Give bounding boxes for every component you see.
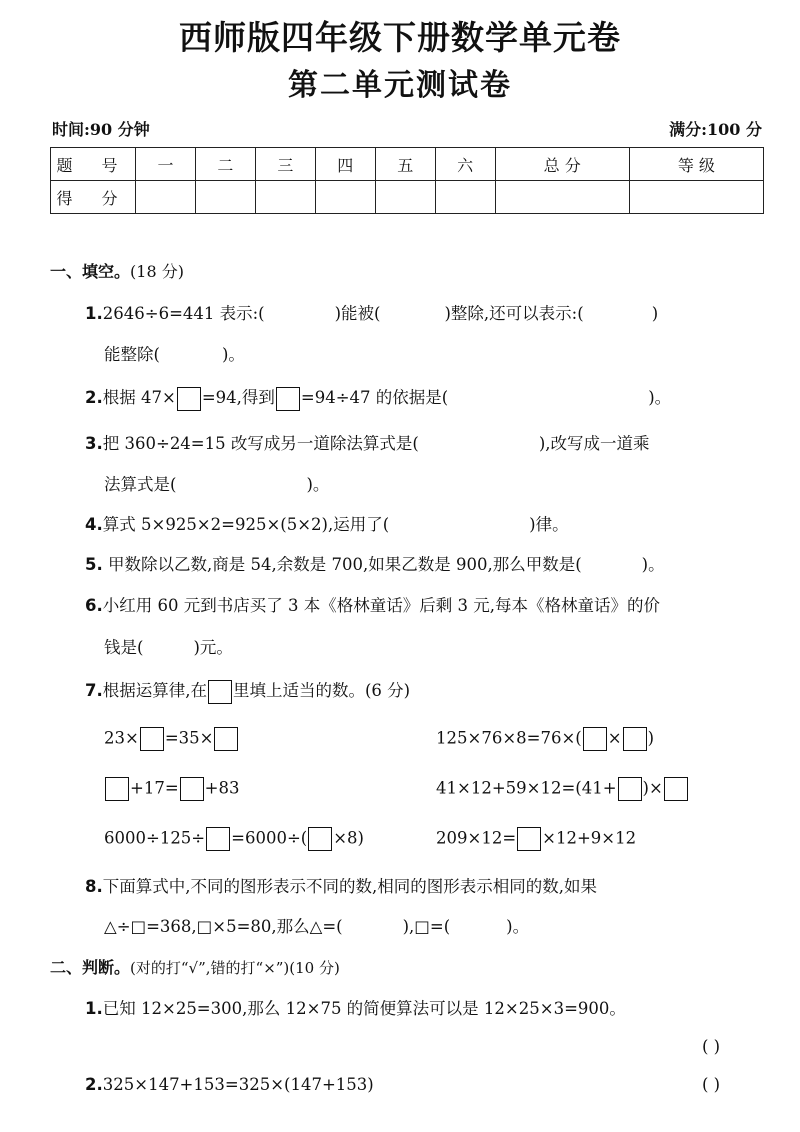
question-2-2 bbox=[85, 1075, 374, 1094]
question-text: +83 bbox=[204, 778, 240, 798]
question-text: =94,得到 bbox=[201, 388, 275, 407]
question-text: 根据运算律,在 bbox=[102, 681, 207, 700]
score-table-cell: 总 分 bbox=[495, 148, 629, 181]
score-input-cell[interactable] bbox=[136, 181, 196, 214]
question-text: 钱是( bbox=[104, 638, 144, 657]
question-text: 能整除( bbox=[104, 345, 160, 364]
question-text: ×12+9×12 bbox=[542, 828, 637, 848]
question-text: 算式 5×925×2=925×(5×2),运用了( bbox=[102, 515, 390, 534]
q7-row3-right bbox=[436, 827, 636, 851]
question-text: )。 bbox=[641, 555, 665, 574]
q7-row2-left bbox=[104, 777, 239, 801]
question-text: )。 bbox=[648, 388, 672, 407]
answer-box[interactable] bbox=[664, 777, 688, 801]
question-text: × bbox=[607, 728, 622, 748]
score-table-cell: 五 bbox=[375, 148, 435, 181]
score-table-cell: 二 bbox=[195, 148, 255, 181]
answer-box[interactable] bbox=[308, 827, 332, 851]
q7-row3-left bbox=[104, 827, 364, 851]
question-text: 小红用 60 元到书店买了 3 本《格林童话》后剩 3 元,每本《格林童话》的价 bbox=[102, 596, 660, 615]
score-input-cell[interactable] bbox=[195, 181, 255, 214]
question-1-8-line2 bbox=[104, 913, 529, 937]
time-limit: 时间:90 分钟 bbox=[52, 120, 150, 139]
question-text: )× bbox=[642, 778, 663, 798]
exam-title: 西师版四年级下册数学单元卷 bbox=[179, 18, 621, 57]
score-input-cell[interactable] bbox=[315, 181, 375, 214]
score-input-cell[interactable] bbox=[255, 181, 315, 214]
question-1-8 bbox=[85, 873, 597, 897]
question-1-4 bbox=[85, 511, 569, 535]
question-text: 根据 47× bbox=[102, 388, 176, 407]
question-1-1 bbox=[85, 300, 658, 324]
question-2-1 bbox=[85, 995, 626, 1019]
section-2-title: 二、判断。 bbox=[50, 958, 131, 977]
score-table-cell: 一 bbox=[136, 148, 196, 181]
question-text: 2646÷6=441 表示:( bbox=[102, 304, 265, 323]
question-number: 8. bbox=[85, 877, 103, 896]
score-table-cell: 三 bbox=[255, 148, 315, 181]
question-text: )。 bbox=[506, 917, 530, 936]
question-number: 7. bbox=[85, 681, 103, 700]
section-1-score: (18 分) bbox=[130, 262, 184, 281]
question-1-1-line2 bbox=[104, 341, 245, 365]
question-text: 325×147+153=325×(147+153) bbox=[102, 1075, 374, 1094]
q7-row1-right bbox=[436, 727, 654, 751]
answer-box[interactable] bbox=[623, 727, 647, 751]
answer-box[interactable] bbox=[105, 777, 129, 801]
judge-answer-paren[interactable]: ( ) bbox=[702, 1075, 721, 1094]
question-text: 6000÷125÷ bbox=[104, 828, 206, 848]
judge-answer-paren[interactable]: ( ) bbox=[702, 1037, 721, 1056]
question-1-3 bbox=[85, 430, 650, 454]
question-text: 把 360÷24=15 改写成另一道除法算式是( bbox=[102, 434, 419, 453]
q7-row2-right bbox=[436, 777, 689, 801]
answer-box[interactable] bbox=[180, 777, 204, 801]
question-text: 209×12= bbox=[436, 828, 517, 848]
question-text: )元。 bbox=[193, 638, 233, 657]
answer-box[interactable] bbox=[206, 827, 230, 851]
section-1-title: 一、填空。 bbox=[50, 262, 131, 281]
section-2-heading bbox=[50, 955, 340, 978]
score-input-cell[interactable] bbox=[435, 181, 495, 214]
score-table-cell: 等 级 bbox=[629, 148, 763, 181]
question-1-6-line2 bbox=[104, 634, 233, 658]
question-number: 2. bbox=[85, 388, 103, 407]
question-number: 2. bbox=[85, 1075, 103, 1094]
answer-box[interactable] bbox=[140, 727, 164, 751]
question-text: 41×12+59×12=(41+ bbox=[436, 778, 617, 798]
question-text: )律。 bbox=[529, 515, 569, 534]
score-table-header-row bbox=[51, 148, 764, 181]
score-table-cell: 六 bbox=[435, 148, 495, 181]
score-table-cell: 四 bbox=[315, 148, 375, 181]
answer-box[interactable] bbox=[177, 387, 201, 411]
question-text: )能被( bbox=[334, 304, 381, 323]
answer-box[interactable] bbox=[618, 777, 642, 801]
question-1-6 bbox=[85, 592, 660, 616]
score-input-cell[interactable] bbox=[629, 181, 763, 214]
question-text: ),改写成一道乘 bbox=[538, 434, 650, 453]
question-text: ) bbox=[651, 304, 659, 323]
section-2-note: (对的打“√”,错的打“×”)(10 分) bbox=[130, 959, 340, 977]
question-text: )。 bbox=[306, 475, 330, 494]
full-score: 满分:100 分 bbox=[669, 120, 762, 139]
question-text: 125×76×8=76×( bbox=[436, 728, 582, 748]
question-text: =6000÷( bbox=[231, 828, 308, 848]
question-text: ) bbox=[647, 728, 654, 748]
question-text: 23× bbox=[104, 728, 139, 748]
question-1-7 bbox=[85, 677, 410, 704]
score-table-cell: 得 分 bbox=[51, 181, 136, 214]
q7-row1-left bbox=[104, 727, 239, 751]
score-table-cell: 题 号 bbox=[51, 148, 136, 181]
question-1-3-line2 bbox=[104, 471, 329, 495]
score-input-cell[interactable] bbox=[375, 181, 435, 214]
question-number: 1. bbox=[85, 999, 103, 1018]
answer-box[interactable] bbox=[214, 727, 238, 751]
score-table bbox=[50, 147, 764, 214]
question-text: 法算式是( bbox=[104, 475, 177, 494]
question-text: ×8) bbox=[333, 828, 364, 848]
exam-subtitle: 第二单元测试卷 bbox=[288, 68, 512, 103]
answer-box[interactable] bbox=[583, 727, 607, 751]
question-text: 下面算式中,不同的图形表示不同的数,相同的图形表示相同的数,如果 bbox=[102, 877, 597, 896]
score-input-cell[interactable] bbox=[495, 181, 629, 214]
score-table-score-row bbox=[51, 181, 764, 214]
question-number: 1. bbox=[85, 304, 103, 323]
question-number: 5. bbox=[85, 555, 103, 574]
question-text: +17= bbox=[130, 778, 179, 798]
question-text: )整除,还可以表示:( bbox=[444, 304, 584, 323]
answer-box[interactable] bbox=[276, 387, 300, 411]
question-text: △÷□=368,□×5=80,那么△=( bbox=[104, 917, 343, 936]
question-1-2 bbox=[85, 384, 671, 411]
question-text: 里填上适当的数。(6 分) bbox=[233, 681, 411, 700]
question-text: 已知 12×25=300,那么 12×75 的简便算法可以是 12×25×3=900。 bbox=[102, 999, 626, 1018]
question-text: 甲数除以乙数,商是 54,余数是 700,如果乙数是 900,那么甲数是( bbox=[108, 555, 582, 574]
question-text: )。 bbox=[221, 345, 245, 364]
question-text: =35× bbox=[164, 728, 214, 748]
question-number: 6. bbox=[85, 596, 103, 615]
section-1-heading bbox=[50, 259, 184, 282]
question-1-5 bbox=[85, 551, 665, 575]
square-icon bbox=[208, 680, 232, 704]
answer-box[interactable] bbox=[517, 827, 541, 851]
question-text: =94÷47 的依据是( bbox=[300, 388, 449, 407]
question-text: ),□=( bbox=[402, 917, 451, 936]
question-number: 3. bbox=[85, 434, 103, 453]
question-number: 4. bbox=[85, 515, 103, 534]
